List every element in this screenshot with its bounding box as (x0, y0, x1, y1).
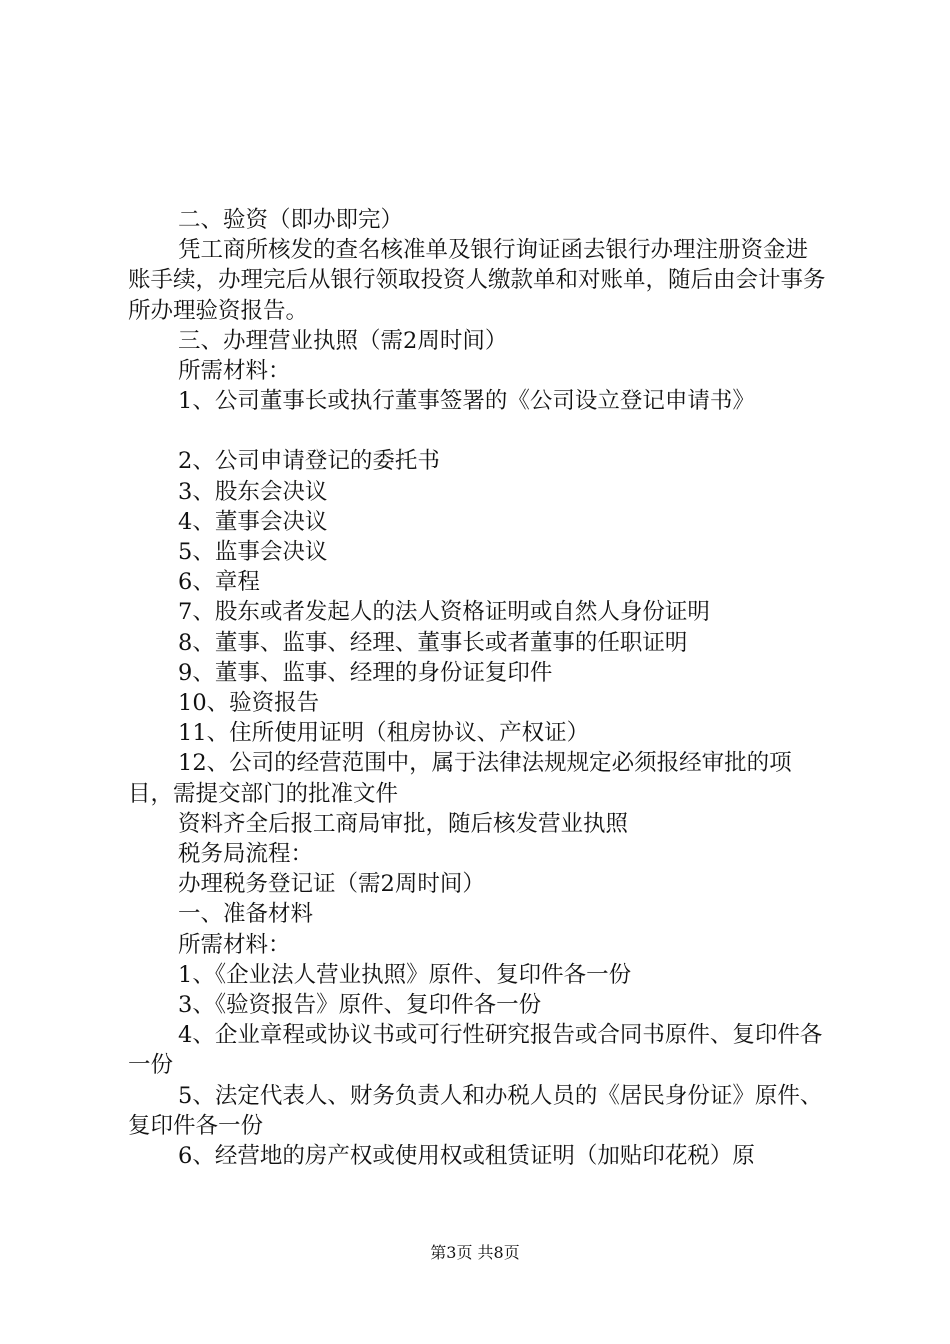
list-item: 11、住所使用证明（租房协议、产权证） (178, 720, 590, 747)
list-item: 12、公司的经营范围中，属于法律法规规定必须报经审批的项目，需提交部门的批准文件 (128, 750, 792, 807)
list-item: 1、《企业法人营业执照》原件、复印件各一份 (178, 961, 632, 988)
list-item: 7、股东或者发起人的法人资格证明或自然人身份证明 (178, 599, 710, 626)
section-heading-tax-registration: 办理税务登记证（需2周时间） (178, 871, 485, 898)
paragraph-capital-verification: 凭工商所核发的查名核准单及银行询证函去银行办理注册资金进账手续，办理完后从银行领取投资人缴款单和对账单，随后由会计事务所办理验资报告。 (128, 237, 826, 324)
section-heading-business-license: 三、办理营业执照（需2周时间） (178, 327, 508, 354)
list-item: 2、公司申请登记的委托书 (178, 448, 440, 475)
paragraph-approval: 资料齐全后报工商局审批，随后核发营业执照 (178, 810, 629, 837)
section-heading-capital-verification: 二、验资（即办即完） (178, 207, 404, 233)
list-item: 10、验资报告 (178, 690, 320, 717)
section-heading-tax-process: 税务局流程： (178, 841, 314, 868)
list-item: 6、章程 (178, 569, 260, 596)
list-item: 3、股东会决议 (178, 478, 328, 505)
list-item: 4、企业章程或协议书或可行性研究报告或合同书原件、复印件各一份 (128, 1022, 823, 1079)
list-item: 4、董事会决议 (178, 508, 328, 535)
list-item: 5、法定代表人、财务负责人和办税人员的《居民身份证》原件、复印件各一份 (128, 1082, 823, 1139)
blank-line (128, 416, 830, 446)
list-item: 6、经营地的房产权或使用权或租赁证明（加贴印花税）原 (178, 1143, 755, 1170)
list-item: 8、董事、监事、经理、董事长或者董事的任职证明 (178, 629, 688, 656)
page-footer: 第3页 共8页 (430, 1243, 520, 1262)
document-body (128, 205, 830, 1171)
section-heading-prepare-materials: 一、准备材料 (178, 901, 314, 928)
materials-label: 所需材料： (178, 931, 291, 958)
list-item: 5、监事会决议 (178, 539, 328, 566)
list-item: 9、董事、监事、经理的身份证复印件 (178, 659, 553, 686)
list-item: 1、公司董事长或执行董事签署的《公司设立登记申请书》 (178, 388, 755, 415)
list-item: 3、《验资报告》原件、复印件各一份 (178, 992, 542, 1019)
materials-label: 所需材料： (178, 358, 291, 385)
